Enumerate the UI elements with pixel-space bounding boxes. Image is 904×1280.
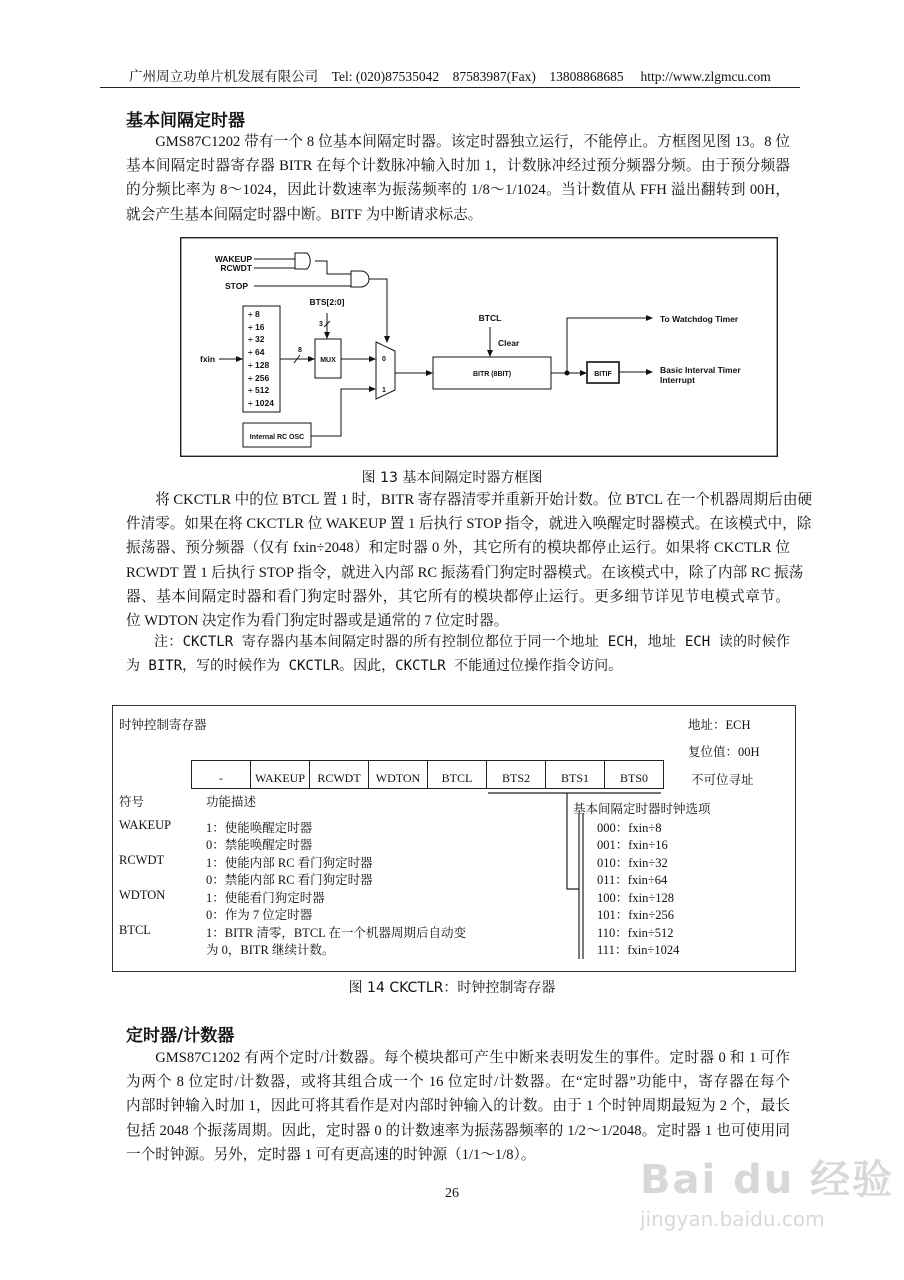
text-line: 器、基本间隔定时器和看门狗定时器外，其它所有的模块都停止运行。更多细节详见节电模式章节。 [126,588,790,605]
baidu-logo: Bai du 经验 [640,1157,895,1203]
and-gate-2 [351,271,369,287]
bit-cell: BTS0 [605,761,664,788]
row-desc: 0：禁能唤醒定时器 [206,838,313,852]
text-line: 为两个 8 位定时/计数器，或将其组合成一个 16 位定时/计数器。在“定时器”功能中，寄存器在每个 [126,1074,790,1091]
register-address: 地址：ECH [688,718,751,732]
divider-label: ÷ 64 [248,347,265,357]
label-to-watchdog: To Watchdog Timer [660,314,739,324]
label-interrupt: Interrupt [660,375,695,385]
text-line: 就会产生基本间隔定时器中断。BITF 为中断请求标志。 [126,206,483,223]
label-bitif: BITIF [594,371,612,378]
bit-cell: BTCL [428,761,487,788]
text-line: GMS87C1202 带有一个 8 位基本间隔定时器。该定时器独立运行，不能停止。方框图见图 13。8 位 [155,134,790,150]
divider-label: ÷ 1024 [248,398,274,408]
row-symbol: WAKEUP [119,818,172,832]
text-line: 振荡器、预分频器（仅有 fxin÷2048）和定时器 0 外，其它所有的模块都停止运行。如果将 CKCTLR 位 [126,540,790,557]
text-line: 为 BITR，写的时候作为 CKCTLR。因此，CKCTLR 不能通过位操作指令访问。 [126,658,623,675]
text-line: 包括 2048 个振荡周期。因此，定时器 0 的计数速率为振荡器频率的 1/2～1/2048。定时器 1 也可使用同 [126,1122,790,1139]
bit-cell: RCWDT [310,761,369,788]
divider-label: ÷ 256 [248,373,270,383]
label-stop: STOP [225,281,248,291]
row-desc: 1：使能唤醒定时器 [206,821,313,835]
text-line: 内部时钟输入时加 1，因此可将其看作是对内部时钟输入的计数。由于 1 个时钟周期最短为 2 个，最长 [126,1098,790,1115]
header-rule [100,87,800,88]
row-desc: 0：作为 7 位定时器 [206,908,313,922]
text-line: 一个时钟源。另外，定时器 1 可有更高速的时钟源（1/1～1/8）。 [126,1146,536,1163]
label-btcl: BTCL [478,313,502,323]
row-desc: 1：BITR 清零，BTCL 在一个机器周期后自动变 [206,926,466,940]
column-symbol: 符号 [119,795,145,809]
row-desc: 1：使能看门狗定时器 [206,891,325,905]
label-mux-0: 0 [382,356,386,363]
divider-label: ÷ 512 [248,385,270,395]
label-rc-osc: Internal RC OSC [249,434,305,441]
figure-13-caption: 图 13 基本间隔定时器方框图 [361,470,543,486]
row-symbol: BTCL [119,923,151,937]
row-desc: 为 0，BITR 继续计数。 [206,943,335,957]
divider-label: ÷ 32 [248,334,265,344]
label-mux-1: 1 [382,387,386,394]
watermark-url: jingyan.baidu.com [640,1207,825,1231]
paragraph-basic-interval-timer [126,130,790,227]
figure-14-caption: 图 14 CKCTLR：时钟控制寄存器 [348,980,556,996]
label-mux: MUX [320,357,336,364]
page-number: 26 [445,1186,459,1201]
row-symbol: RCWDT [119,853,165,867]
clock-option: 001：fxin÷16 [597,838,668,852]
register-title: 时钟控制寄存器 [119,717,207,732]
bit-cell: WAKEUP [251,761,310,788]
note-paragraph [126,630,790,678]
bit-cell: - [192,761,251,788]
clock-option: 000：fxin÷8 [597,821,662,835]
label-bts: BTS[2:0] [309,297,345,307]
ckctlr-register-figure [112,705,796,972]
clock-option: 011：fxin÷64 [597,873,668,887]
bit-cell: WDTON [369,761,428,788]
bit-cell: BTS2 [487,761,546,788]
text-line: GMS87C1202 有两个定时/计数器。每个模块都可产生中断来表明发生的事件。定时器 0 和 1 可作 [155,1050,790,1066]
text-line: 将 CKCTLR 中的位 BTCL 置 1 时，BITR 寄存器清零并重新开始计数。位 BTCL 在一个机器周期后由硬 [155,492,813,508]
label-bitr: BITR (8BIT) [472,371,512,378]
row-desc: 0：禁能内部 RC 看门狗定时器 [206,873,373,887]
clock-option: 010：fxin÷32 [597,856,668,870]
text-line: 基本间隔定时器寄存器 BITR 在每个计数脉冲输入时加 1，计数脉冲经过预分频器分频。由于预分频器 [126,158,790,175]
section-title-timer-counter: 定时器/计数器 [126,1026,235,1046]
text-line: 位 WDTON 决定作为看门狗定时器或是通常的 7 位定时器。 [126,612,509,629]
divider-label: ÷ 16 [248,322,265,332]
clock-option: 111：fxin÷1024 [597,943,680,957]
text-line: 件清零。如果在将 CKCTLR 位 WAKEUP 置 1 后执行 STOP 指令，就进入唤醒定时器模式。在该模式中，除 [126,516,812,533]
and-gate-1 [295,253,310,269]
label-clear: Clear [498,338,520,348]
bit-cell: BTS1 [546,761,605,788]
column-description: 功能描述 [206,795,257,809]
text-line: 注：CKCTLR 寄存器内基本间隔定时器的所有控制位都位于同一个地址 ECH，地址 ECH 读的时候作 [154,634,790,650]
clock-option: 100：fxin÷128 [597,891,674,905]
register-addressable: 不可位寻址 [691,773,754,787]
label-fxin: fxin [200,354,216,364]
clock-option: 101：fxin÷256 [597,908,674,922]
row-symbol: WDTON [119,888,166,902]
label-interrupt: Basic Interval Timer [660,365,741,375]
clock-options-title: 基本间隔定时器时钟选项 [573,802,711,816]
label-bus3: 3 [319,321,323,328]
row-desc: 1：使能内部 RC 看门狗定时器 [206,856,373,870]
baidu-watermark [640,1148,894,1231]
page-header: 广州周立功单片机发展有限公司 Tel: (020)87535042 87583987(Fax) 13808868685 http://www.zlgmcu.com [129,69,771,84]
divider-label: ÷ 8 [248,309,260,319]
paragraph-ckctlr [126,488,813,633]
section-title-basic-interval-timer: 基本间隔定时器 [126,111,245,131]
register-reset-value: 复位值：00H [688,745,760,759]
divider-label: ÷ 128 [248,360,270,370]
clock-option: 110：fxin÷512 [597,926,674,940]
basic-interval-timer-block-diagram [180,237,778,457]
label-wakeup: WAKEUP [214,254,252,264]
diagram-frame [181,238,778,457]
label-rcwdt: RCWDT [220,263,252,273]
text-line: 的分频比率为 8～1024，因此计数速率为振荡频率的 1/8～1/1024。当计数值从 FFH 溢出翻转到 00H， [126,182,790,199]
label-bus8: 8 [298,347,302,354]
text-line: RCWDT 置 1 后执行 STOP 指令，就进入内部 RC 振荡看门狗定时器模式。在该模式中，除了内部 RC 振荡 [126,564,804,581]
